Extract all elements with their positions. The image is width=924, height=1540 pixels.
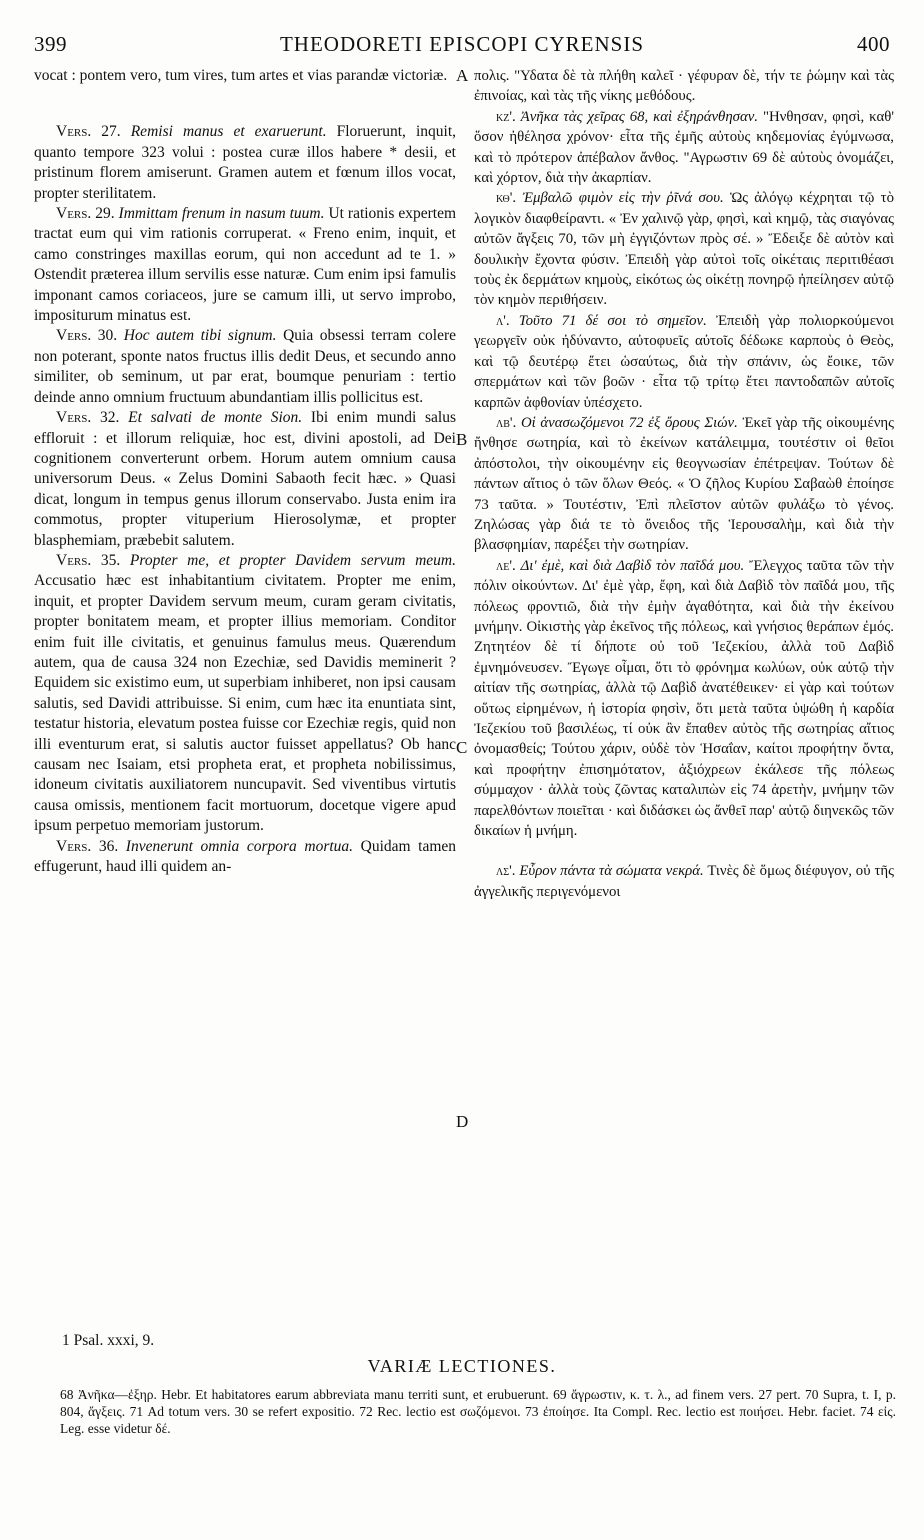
verse-lemma: Ἀνῆκα τὰς χεῖρας 68, καὶ ἐξηράνθησαν.	[520, 108, 758, 125]
paragraph-text: Ἔλεγχος ταῦτα τῶν τὴν πόλιν οἰκούντων. Δι' ἐμὲ γὰρ, ἔφη, καὶ διὰ Δαβὶδ τὸν παῖδά μου, τῆς πόλεως φροντιῶ, διὰ τὴν ἐμὴν ἀγαθότητα, καὶ διὰ τὴν ἐκείνου μνήμην. Οἰκιστὴς γὰρ ἐκεῖνος τῆς πόλεως, καὶ γνήσιος θεράπων ἐμός. Ζητητέον δὲ τί δήποτε οὐ τοῦ Ἰεζεκίου, ἀλλὰ τοῦ Δαβὶδ ἐμνημόνευσεν. Ἔγωγε οἶμαι, ὅτι τὸ φρόνημα κωλύων, οὐκ αὐτῷ τὴν αἰτίαν τῆς σωτηρίας, ἀλλὰ τῷ Δαβὶδ ἀνατέθεικεν· εἰ γὰρ καὶ τούτων οὕτως εἰρημένων, ἡ ἱστορία φησὶν, ὅτι μετὰ ταῦτα ὑψώθη ἡ καρδία Ἰεζεκίου τοῦ βασιλέως, τί οὐκ ἂν ἔπαθεν αὐτὸς τῆς σωτηρίας αἴτιος ὀνομασθείς; Τούτου χάριν, οὐδὲ τὸν Ἡσαΐαν, καίτοι προφήτην ὄντα, καὶ προφήτην ἐπισημότατον, ἀξιόχρεων ἐκάλεσε τῆς πόλεως σύμμαχον · ἀλλὰ τοὺς ζῶντας καταλιπὼν εἰς 74 ἀρετὴν, μνήμην τῶν παρελθόντων ποιεῖται · καὶ διδάσκει ὡς ἄνθεῖ παρ' αὐτῷ διηνεκῶς τῶν δικαίων ἡ μνήμη.	[474, 557, 894, 840]
paragraph	[34, 551, 456, 837]
page-number-right: 400	[857, 32, 890, 56]
verse-number: Vers. 35.	[56, 551, 121, 569]
paragraph	[34, 326, 456, 408]
verse-number: λβ'.	[496, 414, 517, 431]
paragraph	[34, 122, 456, 204]
paragraph-text: πολις. "Υδατα δὲ τὰ πλήθη καλεῖ · γέφυραν δὲ, τήν τε ῥώμην καὶ τὰς ἐπινοίας, καὶ τὰς τῆς νίκης μεθόδους.	[474, 68, 894, 105]
paragraph-text: "Ηνθησαν, φησὶ, καθ' ὅσον ἠθέλησα χρόνον· εἶτα τῆς ἐμῆς αὐτοὺς κηδεμονίας ἐγύμνωσα, καὶ τὸ πρότερον ἀπέβαλον ἄνθος. "Αγρωστιν 69 δὲ αὐτοὺς ὀνομάζει, καὶ χόρτον, διὰ τὴν ἀκαρπίαν.	[474, 108, 894, 187]
paragraph	[474, 413, 894, 556]
paragraph	[34, 408, 456, 551]
verse-lemma: Εὗρον πάντα τὰ σώματα νεκρά.	[519, 863, 704, 880]
paragraph-text: Floruerunt, inquit, quanto tempore 323 volui : postea curæ illos habere * desii, et pristinum florem amiserunt. Gramen autem et fœnum illos vocat, propter sterilitatem.	[34, 123, 457, 202]
paragraph	[34, 204, 456, 326]
verse-lemma: Et salvati de monte Sion.	[128, 409, 303, 427]
verse-lemma: Δι' ἐμὲ, καὶ διὰ Δαβὶδ τὸν παῖδά μου.	[520, 557, 745, 574]
verse-lemma: Remisi manus et exaruerunt.	[130, 123, 327, 141]
paragraph	[34, 66, 456, 86]
verse-number: κζ'.	[496, 108, 516, 125]
verse-lemma: Immittam frenum in nasum tuum.	[118, 205, 325, 223]
verse-number: Vers. 32.	[56, 409, 120, 427]
margin-letter-b: B	[456, 430, 468, 449]
footnote: 1 Psal. xxxi, 9.	[62, 1332, 155, 1349]
paragraph-text: Τινὲς δὲ ὅμως διέφυγον, οὐ τῆς ἀγγελικῆς περιγενόμενοι	[474, 863, 894, 900]
verse-number: κθ'.	[496, 190, 517, 207]
paragraph-text: Ibi enim mundi salus effloruit : et illorum reliquiæ, hoc est, divini apostoli, ad Dei cognitionem converterunt orbem. Horum autem omnium causa universorum Deus. « Zelus Domini Sabaoth fecit hæc. » Quasi dicat, longum in tempus genus illorum conservabo. Justa enim ira commotus, propter vituperium Hierosolymæ, et propter blasphemiam, præbebit salutem.	[34, 409, 456, 549]
paragraph-text: Quia obsessi terram colere non poterant, sponte natos fructus illis dedit Deus, et secundo anno similiter, ob seminum, ut par erat, boumque penuriam : tertio deinde anno omnium fructuum abundantiam illis pollicitus est.	[34, 327, 457, 406]
greek-column	[474, 66, 894, 902]
paragraph-text: Ἐκεῖ γὰρ τῆς οἰκουμένης ἤνθησε σωτηρία, καὶ τὸ ἐκείνων κατάλειμμα, τουτέστιν οἱ θεῖοι ἀπόστολοι, τὴν οἰκουμένην εἰς θεογνωσίαν ἐπέτρεψαν. Τούτων δὲ πάντων αἴτιος ὁ τῶν ὅλων Θεός. « Ὁ ζῆλος Κυρίου Σαβαὼθ ἐποίησε 73 ταῦτα. » Τουτέστιν, Ἐπὶ πλεῖστον αὐτῶν φυλάξω τὸ γένος. Ζηλώσας γὰρ διά τε τὸ ὄνειδος τῆς Ἱερουσαλὴμ, καὶ διὰ τὴν βλασφημίαν, παρέξει τὴν σωτηρίαν.	[474, 414, 894, 554]
paragraph	[474, 107, 894, 189]
running-title: THEODORETI EPISCOPI CYRENSIS	[279, 32, 645, 56]
margin-letter-a: A	[456, 66, 469, 85]
verse-number: Vers. 27.	[56, 123, 121, 141]
verse-number: λ'.	[496, 312, 510, 329]
paragraph	[474, 556, 894, 842]
verse-lemma: Invenerunt omnia corpora mortua.	[125, 837, 354, 855]
paragraph	[474, 311, 894, 413]
verse-number: λς'.	[496, 863, 516, 880]
paragraph	[474, 66, 894, 107]
latin-column	[34, 66, 456, 877]
verse-lemma: Ἐμβαλῶ φιμὸν εἰς τὴν ῥῖνά σου.	[522, 190, 724, 207]
paragraph-text: Quidam tamen effugerunt, haud illi quidem an-	[34, 837, 457, 876]
verse-number: Vers. 29.	[56, 205, 115, 223]
paragraph	[474, 861, 894, 902]
page-number-left: 399	[34, 32, 67, 56]
verse-lemma: Οἱ ἀνασωζόμενοι 72 ἐξ ὄρους Σιών.	[520, 414, 738, 431]
variae-lectiones-text: 68 Ἀνῆκα—ἐξηρ. Hebr. Et habitatores earum abbreviata manu territi sunt, et erubuerunt. 69 ἄγρωστιν, κ. τ. λ., ad finem vers. 27 pert. 70 Supra, t. I, p. 804, ἄγξεις. 71 Ad totum vers. 30 se refert expositio. 72 Rec. lectio est σωζόμενοι. 73 ἐποίησε. Ita Compl. Rec. lectio est ποιήσει. Hebr. faciet. 74 εἰς. Leg. esse videtur δέ.	[60, 1387, 896, 1436]
variae-lectiones-title: VARIÆ LECTIONES.	[367, 1356, 557, 1376]
verse-number: Vers. 30.	[56, 327, 118, 345]
paragraph-text: vocat : pontem vero, tum vires, tum artes et vias parandæ victoriæ.	[34, 67, 448, 84]
paragraph-text: Ὡς ἀλόγῳ κέχρηται τῷ τὸ λογικὸν διαφθείραντι. « Ἐν χαλινῷ γὰρ, φησὶ, καὶ κημῷ, τὰς σιαγόνας αὐτῶν ἄγξεις 70, τῶν μὴ ἐγγιζόντων πρὸς σέ. » Ἔδειξε δὲ αὐτὸν καὶ δουλικὴν ἔχοντα φύσιν. Ἐπειδὴ γὰρ αὐτοὶ τοῖς οἰκέταις περιτιθέασι τοὺς ἐκ δερμάτων κημοὺς, εἰκότως ὡς οἰκέτῃ πονηρῷ ἠπείλησεν αὐτῷ τὸν κημὸν περιθήσειν.	[474, 190, 894, 309]
verse-number: Vers. 36.	[56, 837, 119, 855]
verse-lemma: Propter me, et propter Davidem servum meum.	[129, 551, 456, 569]
page-header	[34, 32, 890, 62]
verse-lemma: Τοῦτο 71 δέ σοι τὸ σημεῖον.	[518, 312, 707, 329]
verse-number: λε'.	[496, 557, 516, 574]
margin-letter-d: D	[456, 1112, 469, 1131]
paragraph-text: Accusatio hæc est inhabitantium civitatem. Propter me enim, inquit, et propter Davidem servum meum, curam geram civitatis, propter bonitatem meam, et propter illius memoriam. Conditor enim fuit ille civitatis, et genuinus famulus meus. Quærendum autem, qua de causa 324 non Ezechiæ, sed Davidis meminerit ? Equidem sic existimo eum, ut superbiam inhiberet, non ipsi causam salutis, sed Davidi attribuisse. Si enim, cum hæc ita enuntiata sint, testatur historia, elevatum postea fuisse cor Ezechiæ regis, quid non illi eventurum erat, si salutis auctor fuisset appellatus? Ob hanc causam nec Isaiam, etsi propheta erat, et propheta nobilissimus, idoneum civitatis auxiliatorem nuncupavit. Sed viventibus virtutis causa omissis, mentionem facit mortuorum, docetque vigere apud ipsum perpetuo memoriam justorum.	[34, 572, 456, 835]
paragraph	[34, 837, 456, 878]
paragraph-text: Ut rationis expertem tractat eum qui vim rationis corruperat. « Freno enim, inquit, et camo constringes maxillas eorum, qui non accedunt ad te 1. » Ostendit præterea illum servilis esse naturæ. Cum enim ipsi famulis imponant camos coriaceos, jure se camum illi, ut servo improbo, impositurum minatus est.	[34, 205, 457, 325]
paragraph	[474, 188, 894, 310]
margin-letter-c: C	[456, 738, 468, 757]
verse-lemma: Hoc autem tibi signum.	[123, 327, 277, 345]
paragraph-text: Ἐπειδὴ γὰρ πολιορκούμενοι γεωργεῖν οὐκ ἠδύναντο, αὐτοφυεῖς αὐτοῖς δέδωκε καρποὺς ὁ Θεὸς, καὶ τῷ δευτέρῳ ἔτει ὡσαύτως, διὰ τὴν σπάνιν, ὡς ἔοικε, τῶν σπερμάτων καὶ τῶν βοῶν · εἶτα τῷ τρίτῳ ἔτει παντοδαπῶν αὐτοῖς καρπῶν ἀφθονίαν ὑπέσχετο.	[474, 312, 894, 411]
